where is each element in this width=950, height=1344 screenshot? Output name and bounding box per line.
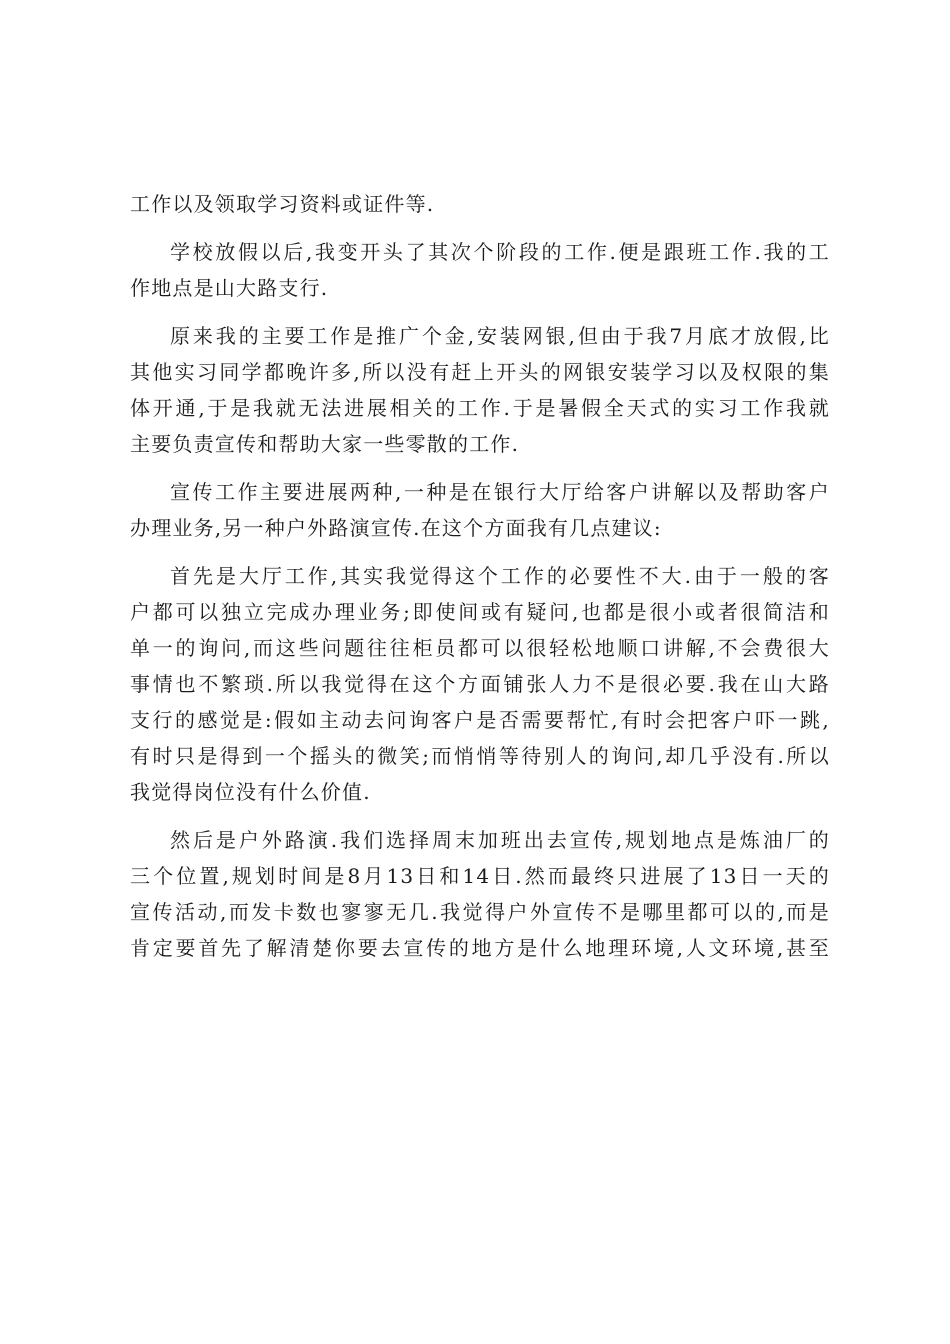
paragraph-6 <box>130 822 830 966</box>
text-line: 事情也不繁琐.所以我觉得在这个方面铺张人力不是很必要.我在山大路 <box>130 672 830 696</box>
text-line: 首先是大厅工作,其实我觉得这个工作的必要性不大.由于一般的客 <box>170 564 830 588</box>
text-line: 肯定要首先了解清楚你要去宣传的地方是什么地理环境,人文环境,甚至 <box>130 936 830 960</box>
text-line: 然后是户外路演.我们选择周末加班出去宣传,规划地点是炼油厂的 <box>170 828 830 852</box>
paragraph-2 <box>130 234 830 306</box>
text-line: 支行的感觉是:假如主动去问询客户是否需要帮忙,有时会把客户吓一跳, <box>130 708 830 732</box>
text-line: 体开通,于是我就无法进展相关的工作.于是暑假全天式的实习工作我就 <box>130 396 830 420</box>
text-line: 作地点是山大路支行. <box>130 276 329 300</box>
text-line: 办理业务,另一种户外路演宣传.在这个方面我有几点建议: <box>130 516 662 540</box>
document-body <box>130 186 830 978</box>
paragraph-3 <box>130 318 830 462</box>
text-line: 我觉得岗位没有什么价值. <box>130 780 371 804</box>
text-line: 三个位置,规划时间是8月13日和14日.然而最终只进展了13日一天的 <box>130 864 830 888</box>
text-line: 学校放假以后,我变开头了其次个阶段的工作.便是跟班工作.我的工 <box>170 240 830 264</box>
paragraph-1 <box>130 186 830 222</box>
text-line: 有时只是得到一个摇头的微笑;而悄悄等待别人的询问,却几乎没有.所以 <box>130 744 830 768</box>
text-line: 主要负责宣传和帮助大家一些零散的工作. <box>130 432 520 456</box>
paragraph-4 <box>130 474 830 546</box>
text-line: 工作以及领取学习资料或证件等. <box>130 192 435 216</box>
text-line: 宣传工作主要进展两种,一种是在银行大厅给客户讲解以及帮助客户 <box>170 480 830 504</box>
text-line: 单一的询问,而这些问题往往柜员都可以很轻松地顺口讲解,不会费很大 <box>130 636 830 660</box>
paragraph-5 <box>130 558 830 810</box>
text-line: 户都可以独立完成办理业务;即使间或有疑问,也都是很小或者很简洁和 <box>130 600 830 624</box>
text-line: 宣传活动,而发卡数也寥寥无几.我觉得户外宣传不是哪里都可以的,而是 <box>130 900 830 924</box>
text-line: 其他实习同学都晚许多,所以没有赶上开头的网银安装学习以及权限的集 <box>130 360 830 384</box>
text-line: 原来我的主要工作是推广个金,安装网银,但由于我7月底才放假,比 <box>170 324 830 348</box>
